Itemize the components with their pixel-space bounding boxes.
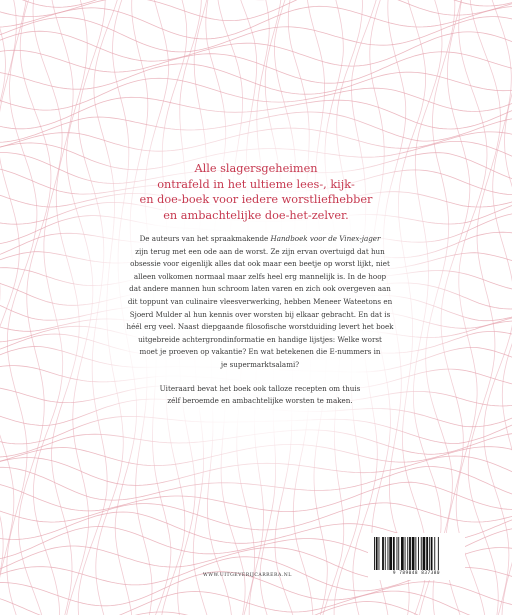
barcode-digits: 9 789048 837380 — [392, 571, 441, 576]
barcode-bar — [434, 537, 435, 570]
blurb-line: je supermarktsalami? — [220, 359, 300, 369]
barcode-bar — [418, 537, 419, 570]
barcode-bar — [405, 537, 406, 570]
pattern-line — [0, 17, 512, 52]
publisher-url[interactable]: WWW.UITGEVERIJCARRERA.NL — [203, 573, 292, 578]
barcode-bar — [388, 537, 389, 570]
blurb-line: Uiteraard bevat het boek ook talloze recepten om thuis — [159, 383, 361, 393]
isbn-barcode — [368, 533, 465, 580]
barcode-bar — [415, 537, 416, 570]
headline — [80, 161, 432, 223]
barcode-bar — [429, 537, 430, 570]
barcode-bar — [385, 537, 386, 570]
pattern-line — [0, 0, 512, 21]
pattern-line — [0, 591, 512, 615]
book-title: Handboek voor de Vinex-jager — [270, 234, 381, 243]
barcode-bar — [431, 537, 433, 570]
blurb-line: dit toppunt van culinaire vleesverwerking, hebben Meneer Wateetons en — [127, 296, 393, 306]
barcode-bar — [379, 537, 380, 570]
blurb-line — [104, 233, 416, 246]
blurb-text-run: De auteurs van het spraakmakende — [139, 234, 271, 243]
headline-line: en ambachtelijke doe-het-zelver. — [163, 208, 349, 222]
barcode-bar — [438, 537, 439, 570]
barcode-bar — [426, 537, 428, 570]
blurb-line: dat andere mannen hun schroom laten varen en zich ook overgeven aan — [129, 284, 391, 294]
barcode-bar — [397, 537, 398, 570]
blurb-line: obsessie voor eigenlijk alles dat ook maar een beetje op worst lijkt, niet — [130, 259, 390, 269]
barcode-bar — [412, 537, 415, 570]
barcode-bar — [401, 537, 404, 570]
blurb-line: Sjoerd Mulder al hun kennis over worsten bij elkaar gebracht. En dat is — [129, 309, 391, 319]
blurb-text — [104, 233, 416, 408]
barcode-bar — [376, 537, 378, 570]
barcode-bar — [389, 537, 392, 570]
barcode-bar — [409, 537, 411, 570]
headline-line: Alle slagersgeheimen — [194, 162, 318, 175]
barcode-bar — [421, 537, 422, 570]
blurb-line: héél erg veel. Naast diepgaande filosofische worstduiding levert het boek — [126, 322, 394, 332]
blurb-line: alleen volkomen normaal maar zelfs heel erg mannelijk is. In de hoop — [133, 271, 387, 281]
headline-line: ontrafeld in het ultieme lees-, kijk- — [157, 177, 355, 191]
barcode-bar — [393, 537, 395, 570]
blurb-line: uitgebreide achtergrondinformatie en handige lijstjes: Welke worst — [138, 334, 382, 344]
blurb-line: zijn terug met een ode aan de worst. Ze zijn ervan overtuigd dat hun — [135, 246, 385, 256]
blurb-line: moet je proeven op vakantie? En wat betekenen die E-nummers in — [139, 347, 381, 357]
pattern-line — [0, 6, 512, 39]
barcode-bar — [423, 537, 426, 570]
barcode-bar — [382, 537, 384, 570]
blurb-line: zélf beroemde en ambachtelijke worsten te maken. — [167, 396, 353, 406]
headline-line: en doe-boek voor iedere worstliefhebber — [139, 193, 373, 207]
barcode-bar — [398, 537, 399, 570]
barcode-bar — [374, 537, 375, 570]
pattern-line — [0, 602, 512, 615]
barcode-bar — [407, 537, 408, 570]
